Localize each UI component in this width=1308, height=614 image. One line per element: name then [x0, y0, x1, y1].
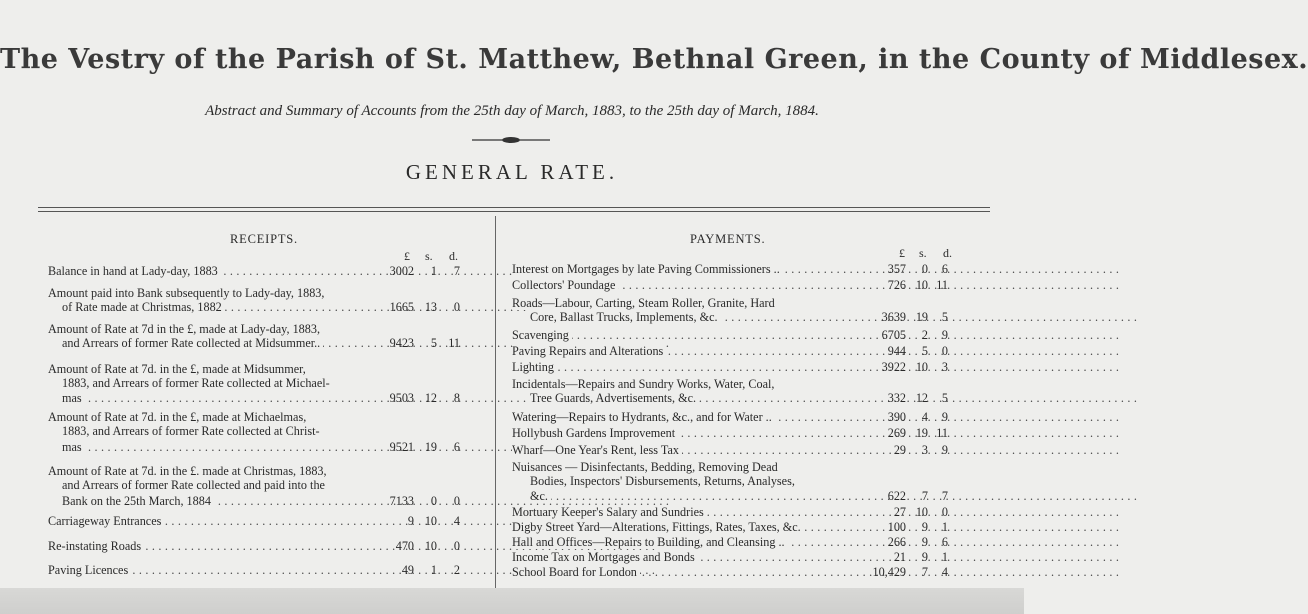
- receipts-amount-shillings: 5: [430, 336, 437, 350]
- payments-item-text: [530, 489, 870, 503]
- payments-item-text: [512, 328, 870, 342]
- receipts-item-label: mas: [62, 440, 85, 454]
- payments-unit-pence: d.: [943, 246, 952, 260]
- payments-item-label: Hall and Offices—Repairs to Building, and Cleansing ..: [512, 535, 788, 549]
- payments-amount-shillings: 19: [915, 310, 928, 324]
- receipts-amount-shillings: 0: [430, 494, 437, 508]
- payments-amount-shillings: 0: [921, 262, 928, 276]
- receipts-amount-pence: 0: [453, 539, 460, 553]
- receipts-item-label: Amount of Rate at 7d. in the £, made at Michaelmas,: [48, 410, 309, 424]
- receipts-item-text: [62, 376, 386, 390]
- payments-item-text: [512, 535, 870, 549]
- receipts-amount-pence: 0: [453, 300, 460, 314]
- payments-heading: PAYMENTS.: [690, 232, 766, 246]
- payments-amount-pence: 7: [941, 489, 948, 503]
- document-title: The Vestry of the Parish of St. Matthew, Bethnal Green, in the County of Middlesex.: [0, 44, 1308, 75]
- section-title: GENERAL RATE.: [405, 160, 619, 184]
- payments-amount-shillings: 4: [921, 410, 928, 424]
- payments-amount-pence: 9: [941, 410, 948, 424]
- payments-unit-pounds: £: [899, 246, 905, 260]
- receipts-amount-pence: 8: [453, 391, 460, 405]
- payments-amount-pence: 0: [941, 344, 948, 358]
- payments-item-label: &c.: [530, 489, 551, 503]
- payments-amount-shillings: 9: [921, 520, 928, 534]
- receipts-amount-shillings: 10: [424, 514, 437, 528]
- receipts-amount-shillings: 13: [424, 300, 437, 314]
- receipts-item-label: Amount of Rate at 7d. in the £. made at Christmas, 1883,: [48, 464, 330, 478]
- payments-item-text: [512, 377, 870, 391]
- payments-amount-shillings: 5: [921, 344, 928, 358]
- payments-item-text: [512, 505, 870, 519]
- payments-amount-shillings: 10: [915, 505, 928, 519]
- receipts-item-label: and Arrears of former Rate collected at Midsummer..: [62, 336, 323, 350]
- payments-item-text: [512, 296, 870, 310]
- payments-amount-pence: 5: [941, 391, 948, 405]
- ornament-divider: [472, 136, 550, 144]
- receipts-amount-shillings: 19: [424, 440, 437, 454]
- payments-item-text: [512, 460, 870, 474]
- payments-item-text: [512, 410, 870, 424]
- payments-amount-pounds: 100: [887, 520, 906, 534]
- receipts-amount-pounds: 1665: [389, 300, 414, 314]
- receipts-item-text: [62, 336, 386, 350]
- payments-item-label: Interest on Mortgages by late Paving Commissioners ..: [512, 262, 783, 276]
- payments-amount-shillings: 7: [921, 489, 928, 503]
- receipts-amount-pounds: 7133: [389, 494, 414, 508]
- receipts-item-label: Amount of Rate at 7d in the £, made at Lady-day, 1883,: [48, 322, 323, 336]
- payments-amount-pounds: 332: [887, 391, 906, 405]
- receipts-item-text: [48, 322, 386, 336]
- payments-item-label: Nuisances — Disinfectants, Bedding, Removing Dead: [512, 460, 781, 474]
- payments-item-label: Tree Guards, Advertisements, &c.: [530, 391, 699, 405]
- payments-item-label: Wharf—One Year's Rent, less Tax: [512, 443, 682, 457]
- receipts-unit-pounds: £: [404, 249, 410, 263]
- receipts-amount-shillings: 1: [430, 264, 437, 278]
- receipts-unit-shillings: s.: [425, 249, 433, 263]
- payments-item-text: [512, 426, 870, 440]
- receipts-item-text: [48, 539, 386, 553]
- payments-item-label: Digby Street Yard—Alterations, Fittings, Rates, Taxes, &c.: [512, 520, 804, 534]
- receipts-item-text: [48, 514, 386, 528]
- payments-amount-pence: 6: [941, 535, 948, 549]
- payments-amount-pounds: 3639: [881, 310, 906, 324]
- receipts-item-text: [62, 391, 386, 405]
- receipts-item-text: [48, 286, 386, 300]
- payments-item-label: Hollybush Gardens Improvement: [512, 426, 678, 440]
- payments-amount-pounds: 390: [887, 410, 906, 424]
- payments-item-text: [512, 344, 870, 358]
- receipts-item-label: Amount of Rate at 7d. in the £, made at Midsummer,: [48, 362, 309, 376]
- receipts-item-text: [62, 478, 386, 492]
- receipts-item-text: [48, 464, 386, 478]
- payments-item-label: Collectors' Poundage: [512, 278, 618, 292]
- receipts-item-text: [62, 424, 386, 438]
- payments-amount-pence: 1: [941, 550, 948, 564]
- payments-amount-pounds: 6705: [881, 328, 906, 342]
- receipts-amount-pence: 6: [453, 440, 460, 454]
- payments-amount-pounds: 10,429: [872, 565, 906, 579]
- receipts-item-label: of Rate made at Christmas, 1882: [62, 300, 225, 314]
- payments-item-label: Core, Ballast Trucks, Implements, &c.: [530, 310, 721, 324]
- payments-item-label: School Board for London: [512, 565, 640, 579]
- payments-item-label: Incidentals—Repairs and Sundry Works, Water, Coal,: [512, 377, 777, 391]
- receipts-amount-pounds: 9503: [389, 391, 414, 405]
- payments-item-text: [530, 474, 870, 488]
- receipts-item-text: [62, 440, 386, 454]
- payments-amount-pence: 4: [941, 565, 948, 579]
- payments-amount-shillings: 10: [915, 278, 928, 292]
- payments-amount-shillings: 9: [921, 550, 928, 564]
- payments-item-label: Lighting: [512, 360, 557, 374]
- payments-amount-pounds: 944: [887, 344, 906, 358]
- receipts-item-label: 1883, and Arrears of former Rate collected at Christ-: [62, 424, 323, 438]
- payments-amount-shillings: 10: [915, 360, 928, 374]
- payments-unit-shillings: s.: [919, 246, 927, 260]
- receipts-item-label: Balance in hand at Lady-day, 1883: [48, 264, 221, 278]
- receipts-amount-pounds: 9521: [389, 440, 414, 454]
- payments-amount-shillings: 2: [921, 328, 928, 342]
- payments-item-text: [530, 391, 870, 405]
- receipts-heading: RECEIPTS.: [230, 232, 298, 246]
- payments-item-label: Income Tax on Mortgages and Bonds: [512, 550, 698, 564]
- payments-amount-shillings: 9: [921, 535, 928, 549]
- receipts-amount-pounds: 3002: [389, 264, 414, 278]
- payments-amount-shillings: 3: [921, 443, 928, 457]
- top-rule-2: [38, 211, 990, 212]
- payments-amount-pence: 6: [941, 262, 948, 276]
- receipts-item-label: Amount paid into Bank subsequently to Lady-day, 1883,: [48, 286, 327, 300]
- receipts-item-text: [48, 410, 386, 424]
- payments-amount-pounds: 622: [887, 489, 906, 503]
- payments-amount-pounds: 726: [887, 278, 906, 292]
- payments-item-text: [530, 310, 870, 324]
- payments-amount-pence: 5: [941, 310, 948, 324]
- receipts-item-label: Re-instating Roads: [48, 539, 144, 553]
- receipts-item-label: Bank on the 25th March, 1884: [62, 494, 214, 508]
- payments-item-text: [512, 565, 870, 579]
- document-subtitle: Abstract and Summary of Accounts from the 25th day of March, 1883, to the 25th day of March, 1884.: [205, 103, 819, 119]
- receipts-item-label: and Arrears of former Rate collected and paid into the: [62, 478, 328, 492]
- payments-item-text: [512, 360, 870, 374]
- payments-item-label: Paving Repairs and Alterations: [512, 344, 666, 358]
- page-fold: [0, 588, 1024, 614]
- receipts-amount-pounds: 9: [407, 514, 414, 528]
- payments-item-label: Roads—Labour, Carting, Steam Roller, Granite, Hard: [512, 296, 778, 310]
- payments-amount-shillings: 7: [921, 565, 928, 579]
- payments-amount-pence: 9: [941, 443, 948, 457]
- payments-item-label: Watering—Repairs to Hydrants, &c., and for Water ..: [512, 410, 775, 424]
- receipts-item-text: [62, 300, 386, 314]
- payments-amount-pounds: 3922: [881, 360, 906, 374]
- receipts-amount-pence: 4: [453, 514, 460, 528]
- receipts-amount-shillings: 12: [424, 391, 437, 405]
- receipts-amount-pounds: 470: [395, 539, 414, 553]
- payments-item-text: [512, 550, 870, 564]
- payments-item-text: [512, 262, 870, 276]
- payments-item-label: Scavenging: [512, 328, 572, 342]
- payments-item-text: [512, 443, 870, 457]
- receipts-item-text: [48, 264, 386, 278]
- payments-item-text: [512, 278, 870, 292]
- payments-amount-pounds: 29: [893, 443, 906, 457]
- receipts-amount-pence: 11: [448, 336, 460, 350]
- payments-item-text: [512, 520, 870, 534]
- top-rule-1: [38, 207, 990, 208]
- receipts-amount-shillings: 10: [424, 539, 437, 553]
- payments-amount-pence: 11: [936, 426, 948, 440]
- payments-item-label: Mortuary Keeper's Salary and Sundries: [512, 505, 707, 519]
- receipts-item-label: Paving Licences: [48, 563, 131, 577]
- receipts-item-text: [48, 563, 386, 577]
- receipts-item-text: [62, 494, 386, 508]
- payments-amount-pence: 9: [941, 328, 948, 342]
- payments-amount-pounds: 357: [887, 262, 906, 276]
- payments-amount-pounds: 21: [893, 550, 906, 564]
- receipts-amount-pounds: 49: [401, 563, 414, 577]
- receipts-item-label: Carriageway Entrances: [48, 514, 164, 528]
- payments-amount-pence: 3: [941, 360, 948, 374]
- receipts-amount-shillings: 1: [430, 563, 437, 577]
- payments-amount-pounds: 27: [893, 505, 906, 519]
- payments-amount-shillings: 19: [915, 426, 928, 440]
- payments-amount-pounds: 266: [887, 535, 906, 549]
- receipts-item-label: 1883, and Arrears of former Rate collected at Michael-: [62, 376, 333, 390]
- payments-item-label: Bodies, Inspectors' Disbursements, Returns, Analyses,: [530, 474, 798, 488]
- receipts-unit-pence: d.: [449, 249, 458, 263]
- payments-amount-pence: 11: [936, 278, 948, 292]
- receipts-amount-pence: 2: [453, 563, 460, 577]
- payments-amount-pence: 1: [941, 520, 948, 534]
- payments-amount-pounds: 269: [887, 426, 906, 440]
- receipts-item-text: [48, 362, 386, 376]
- payments-amount-pence: 0: [941, 505, 948, 519]
- receipts-amount-pence: 0: [453, 494, 460, 508]
- receipts-amount-pence: 7: [453, 264, 460, 278]
- receipts-amount-pounds: 9423: [389, 336, 414, 350]
- receipts-item-label: mas: [62, 391, 85, 405]
- payments-amount-shillings: 12: [915, 391, 928, 405]
